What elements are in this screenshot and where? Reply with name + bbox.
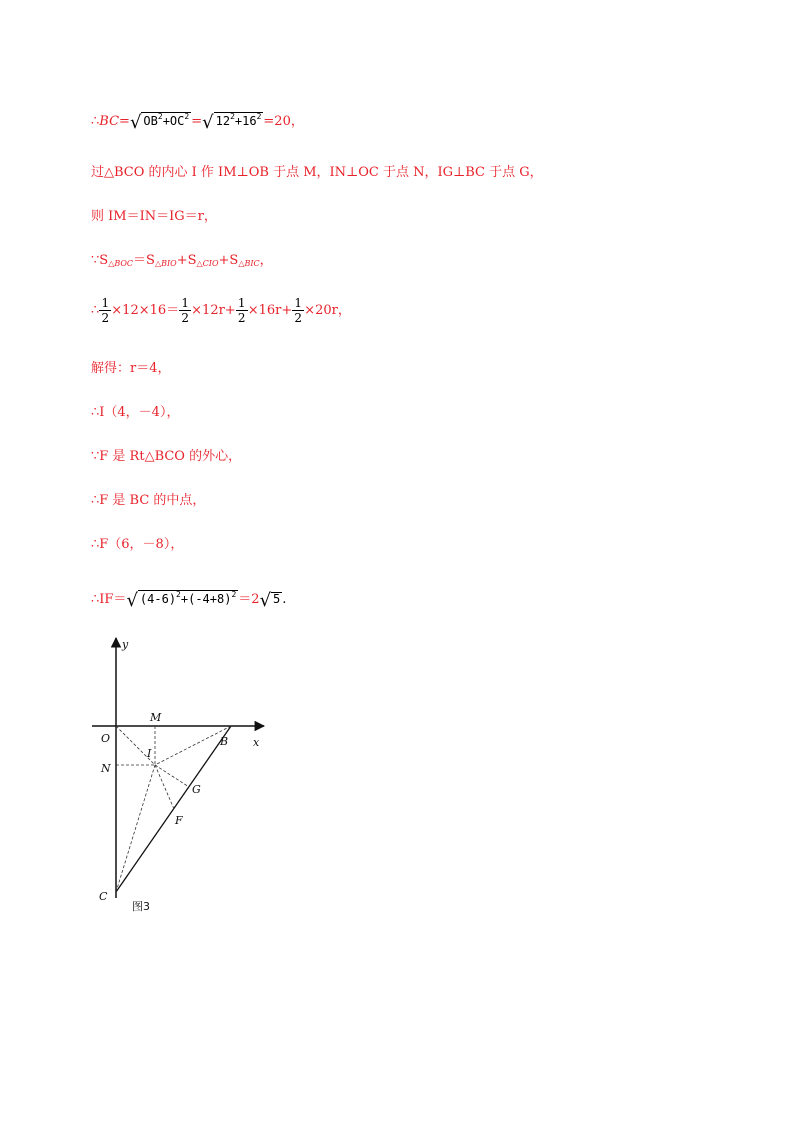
fraction-denominator: 2 xyxy=(237,311,246,325)
radical-sign: √ xyxy=(259,590,272,611)
fraction-half xyxy=(99,296,111,325)
point-f-text: ∴F（6，－8）， xyxy=(91,537,184,552)
exponent: 2 xyxy=(230,112,235,121)
radicand-12: 12 xyxy=(215,114,231,128)
radicand-5: 5 xyxy=(273,592,281,606)
radicand-distance xyxy=(138,590,238,605)
subscript-cio: △CIO xyxy=(196,259,219,268)
segment-ic xyxy=(116,765,155,892)
radicand-oc: +OC xyxy=(162,114,185,128)
radical-sign: √ xyxy=(202,112,214,133)
sqrt-12-16 xyxy=(202,112,263,132)
sqrt-ob-oc xyxy=(130,112,191,132)
figure-svg xyxy=(90,630,280,915)
radicand-dy: +(-4+8) xyxy=(180,592,232,606)
exponent: 2 xyxy=(176,590,181,599)
result-20: =20， xyxy=(263,114,304,129)
radicand-ob: OB xyxy=(143,114,158,128)
label-g: G xyxy=(192,783,201,796)
subscript-bio: △BIO xyxy=(154,259,177,268)
radicand-ob-oc xyxy=(141,112,191,127)
midpoint-text: ∴F 是 BC 的中点， xyxy=(91,493,206,508)
term-16r: ×16r+ xyxy=(247,303,293,318)
period: . xyxy=(282,592,287,607)
sqrt-distance xyxy=(126,590,238,610)
sqrt-5 xyxy=(260,592,283,610)
label-y: y xyxy=(122,638,129,651)
segment-bc xyxy=(116,726,231,892)
radical-sign: √ xyxy=(129,112,142,133)
label-c: C xyxy=(99,890,108,903)
label-b: B xyxy=(220,735,229,748)
exponent: 2 xyxy=(231,590,237,599)
area-sum-equation xyxy=(91,254,273,268)
radical-sign: √ xyxy=(126,590,138,611)
term-20r: ×20r， xyxy=(304,303,351,318)
term-12r: ×12r+ xyxy=(191,303,236,318)
bc-label: BC xyxy=(99,114,120,129)
equals: = xyxy=(191,114,203,129)
therefore-symbol: ∴ xyxy=(91,303,100,318)
radius-equality-text: 则 IM＝IN＝IG＝r， xyxy=(91,209,217,224)
fraction-denominator: 2 xyxy=(294,311,303,325)
label-m: M xyxy=(150,711,162,724)
point-i-text: ∴I（4，－4）， xyxy=(91,405,180,420)
fraction-numerator: 1 xyxy=(236,296,248,311)
exponent: 2 xyxy=(184,112,190,121)
label-i: I xyxy=(147,747,152,760)
because-s: ∵S xyxy=(91,253,109,268)
subscript-boc: △BOC xyxy=(108,259,134,268)
fraction-half xyxy=(179,296,191,325)
label-o: O xyxy=(101,732,111,745)
fraction-denominator: 2 xyxy=(101,311,110,325)
equation-bc-length xyxy=(91,112,304,132)
plus-s: +S xyxy=(176,253,197,268)
if-equals: ∴IF＝ xyxy=(91,592,127,607)
equals: = xyxy=(119,114,130,129)
exponent: 2 xyxy=(256,112,262,121)
circumcenter-text: ∵F 是 Rt△BCO 的外心， xyxy=(91,449,242,464)
label-n: N xyxy=(101,762,111,775)
solution-r-text: 解得：r＝4， xyxy=(91,361,171,376)
term-12x16: ×12×16＝ xyxy=(111,303,180,318)
exponent: 2 xyxy=(157,112,163,121)
plus-s: +S xyxy=(218,253,239,268)
fraction-half xyxy=(292,296,304,325)
area-numeric-equation xyxy=(91,296,351,325)
therefore-symbol: ∴ xyxy=(91,114,100,129)
radicand-dx: (4-6) xyxy=(139,592,177,606)
radicand-12-16 xyxy=(214,112,264,127)
label-f: F xyxy=(175,814,183,827)
radicand-16: +16 xyxy=(234,114,257,128)
equals-s: ＝S xyxy=(133,253,155,268)
subscript-bic: △BIC xyxy=(238,259,260,268)
equals-2: ＝2 xyxy=(238,592,260,607)
fraction-numerator: 1 xyxy=(99,296,111,311)
fraction-numerator: 1 xyxy=(179,296,191,311)
fraction-numerator: 1 xyxy=(292,296,304,311)
fraction-denominator: 2 xyxy=(181,311,189,325)
fraction-half xyxy=(236,296,248,325)
if-distance-equation xyxy=(91,590,286,610)
comma: ， xyxy=(259,253,273,268)
label-x: x xyxy=(253,736,260,749)
geometry-figure xyxy=(90,630,280,915)
incenter-construction-text: 过△BCO 的内心 I 作 IM⊥OB 于点 M，IN⊥OC 于点 N，IG⊥BC 于点 G， xyxy=(91,165,543,180)
figure-caption: 图3 xyxy=(132,900,150,913)
